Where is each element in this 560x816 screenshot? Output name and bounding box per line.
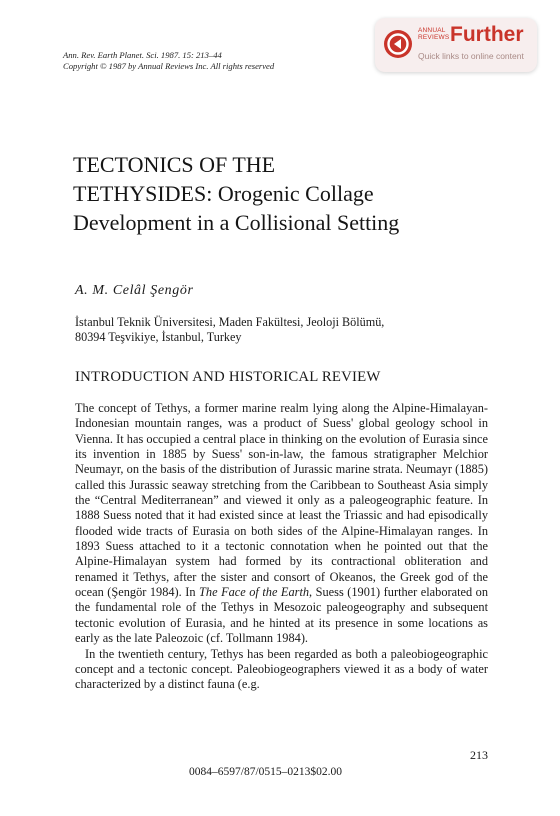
page-number: 213 [470,748,488,762]
paragraph-1-part-b: , Suess (1901) further elaborated on the fundamental role of the Tethys in Mesozoic paleogeography and subsequent tectonic evolution of Eurasia, and he hinted at its presence in some locations as early as the late Paleozoic (cf. Tollmann 1984). [75,585,489,646]
affiliation-line-1: İstanbul Teknik Üniversitesi, Maden Fakültesi, Jeoloji Bölümü, [75,315,385,329]
paragraph-2: In the twentieth century, Tethys has been regarded as both a paleobiogeographic concept and a tectonic concept. Paleobiogeographers viewed it as a body of water characterized by a distinct fauna (e.g. [75,646,488,692]
article-title [73,150,493,237]
badge-publisher-label [418,27,449,41]
author-name: A. M. Celâl Şengör [75,283,194,298]
citation-line-1: Ann. Rev. Earth Planet. Sci. 1987. 15: 213–44 [63,50,222,60]
back-arrow-circle-icon [384,30,412,58]
badge-annual-text: ANNUAL [418,27,446,34]
badge-further-text: Further [450,23,524,46]
citation-line-2: Copyright © 1987 by Annual Reviews Inc. All rights reserved [63,61,275,71]
article-title-line-1: TECTONICS OF THE [73,152,276,177]
article-body [75,401,488,693]
section-heading: INTRODUCTION AND HISTORICAL REVIEW [75,369,381,385]
author-affiliation [75,315,384,345]
annual-reviews-further-badge[interactable] [375,18,537,72]
journal-citation [63,50,274,72]
book-title-italic: The Face of the Earth [199,585,310,600]
badge-subtitle: Quick links to online content [418,51,524,61]
article-title-rest: TETHYSIDES: Orogenic Collage Development in a Collisional Setting [73,181,400,235]
paragraph-1 [75,401,488,647]
paragraph-1-part-a: The concept of Tethys, a former marine realm lying along the Alpine-Himalayan-Indonesian mountain ranges, was a product of Suess' global geology school in Vienna. It has occupied a central place in thinking on the evolution of Eurasia since its invention in 1885 by Suess' son-in-law, the famous stratigrapher Melchior Neumayr, on the basis of the distribution of Jurassic marine strata. Neumayr (1885) called this Jurassic seaway stretching from the Caribbean to Southeast Asia simply the “Central Mediterranean” and viewed it only as a paleogeographic feature. In 1888 Suess noted that it had existed since at least the Triassic and had episodically flooded wide tracts of Eurasia on both sides of the Alpine-Himalayan ranges. In 1893 Suess attached to it a tectonic connotation when he pointed out that the Alpine-Himalayan system had formed by its contractional obliteration and renamed it Tethys, after the sister and consort of Okeanos, the Greek god of the ocean (Şengör 1984). In [75,401,488,600]
badge-reviews-text: REVIEWS [418,34,450,41]
fee-code: 0084–6597/87/0515–0213$02.00 [189,766,343,778]
affiliation-line-2: 80394 Teşvikiye, İstanbul, Turkey [75,330,242,344]
